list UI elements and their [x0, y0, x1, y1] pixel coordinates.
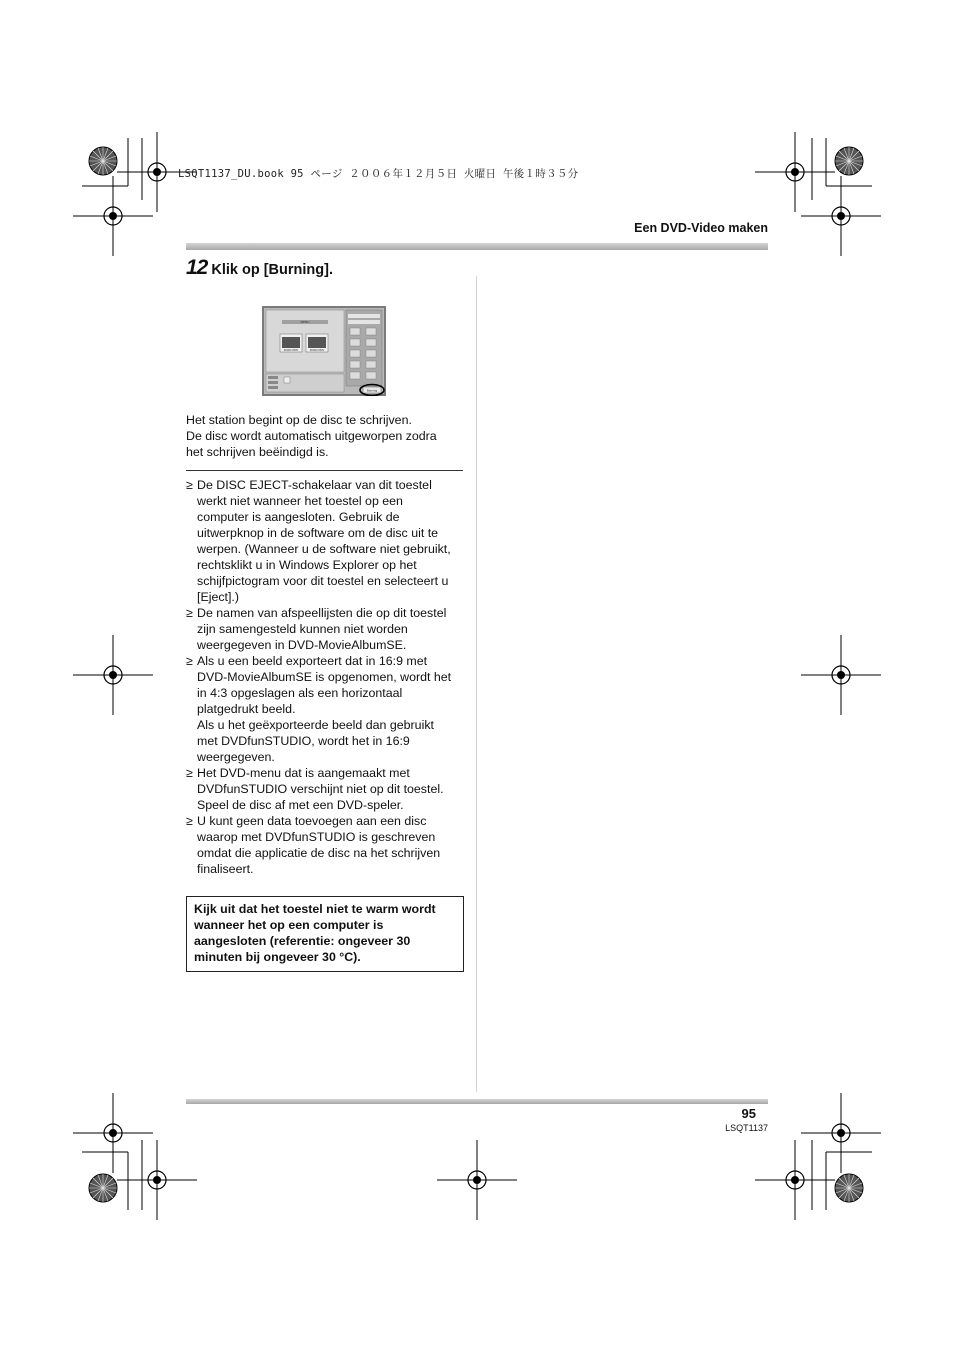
section-title: Een DVD-Video maken: [634, 221, 768, 235]
list-item-line: [Eject].): [197, 590, 239, 604]
list-item-line: DVD-MovieAlbumSE is opgenomen, wordt het: [197, 670, 452, 684]
list-item-line: DVDfunSTUDIO verschijnt niet op dit toestel.: [197, 782, 444, 796]
list-item: [186, 477, 464, 605]
list-item-line: zijn samengesteld kunnen niet worden: [197, 622, 408, 636]
software-screenshot: [262, 306, 386, 396]
step-instruction: Klik op [Burning].: [211, 262, 333, 278]
list-item-line: Als u een beeld exporteert dat in 16:9 met: [197, 654, 428, 668]
thumb-label-1: 00001.MOV: [283, 349, 299, 352]
bullet-marker: ≥: [186, 606, 193, 620]
bullet-marker: ≥: [186, 478, 193, 492]
list-item-line: weergegeven.: [197, 750, 275, 764]
svg-text:MENU: MENU: [300, 320, 310, 324]
list-item-line: Het DVD-menu dat is aangemaakt met: [197, 766, 410, 780]
file-info: LSQT1137_DU.book 95 ページ ２００６年１２月５日 火曜日 午後１時３５分: [178, 168, 579, 180]
list-item: [186, 653, 464, 765]
document-code: LSQT1137: [725, 1123, 768, 1133]
list-item-line: uitwerpknop in de software om de disc uit te: [197, 526, 439, 540]
list-item-line: werkt niet wanneer het toestel op een: [197, 494, 403, 508]
thumb-label-2: 00002.MOV: [309, 349, 325, 352]
list-item-line: computer is aangesloten. Gebruik de: [197, 510, 400, 524]
bullet-marker: ≥: [186, 654, 193, 668]
note-line: minuten bij ongeveer 30 °C).: [194, 950, 361, 964]
section-divider: [186, 470, 463, 471]
header-rule: [186, 243, 768, 250]
bullet-marker: ≥: [186, 814, 193, 828]
intro-paragraph: [186, 412, 466, 460]
burning-button-label: Burning: [366, 389, 378, 393]
column-divider: [476, 276, 477, 1092]
page-number: 95: [741, 1106, 756, 1121]
intro-line: De disc wordt automatisch uitgeworpen zodra: [186, 429, 437, 443]
list-item-line: U kunt geen data toevoegen aan een disc: [197, 814, 427, 828]
note-line: aangesloten (referentie: ongeveer 30: [194, 934, 411, 948]
list-item-line: Als u het geëxporteerde beeld dan gebruikt: [197, 718, 434, 732]
list-item-line: De namen van afspeellijsten die op dit toestel: [197, 606, 447, 620]
list-item-line: Speel de disc af met een DVD-speler.: [197, 798, 404, 812]
list-item-line: in 4:3 opgeslagen als een horizontaal: [197, 686, 403, 700]
list-item: [186, 765, 464, 813]
note-line: wanneer het op een computer is: [194, 918, 384, 932]
caution-note-box: [186, 896, 464, 972]
list-item-line: platgedrukt beeld.: [197, 702, 296, 716]
bullet-marker: ≥: [186, 766, 193, 780]
list-item: [186, 813, 464, 877]
list-item-line: met DVDfunSTUDIO, wordt het in 16:9: [197, 734, 410, 748]
note-line: Kijk uit dat het toestel niet te warm wordt: [194, 902, 436, 916]
list-item-line: De DISC EJECT-schakelaar van dit toestel: [197, 478, 432, 492]
step-number: 12: [186, 256, 208, 279]
list-item: [186, 605, 464, 653]
list-item-line: finaliseert.: [197, 862, 254, 876]
step-heading: [186, 256, 333, 280]
intro-line: het schrijven beëindigd is.: [186, 445, 329, 459]
list-item-line: rechtsklikt u in Windows Explorer op het: [197, 558, 417, 572]
list-item-line: weergegeven in DVD-MovieAlbumSE.: [197, 638, 407, 652]
list-item-line: schijfpictogram voor dit toestel en selecteert u: [197, 574, 449, 588]
footer-rule: [186, 1099, 768, 1104]
list-item-line: werpen. (Wanneer u de software niet gebruikt,: [197, 542, 451, 556]
intro-line: Het station begint op de disc te schrijven.: [186, 413, 412, 427]
notes-list: [186, 477, 464, 877]
list-item-line: omdat die applicatie de disc na het schrijven: [197, 846, 441, 860]
list-item-line: waarop met DVDfunSTUDIO is geschreven: [197, 830, 436, 844]
